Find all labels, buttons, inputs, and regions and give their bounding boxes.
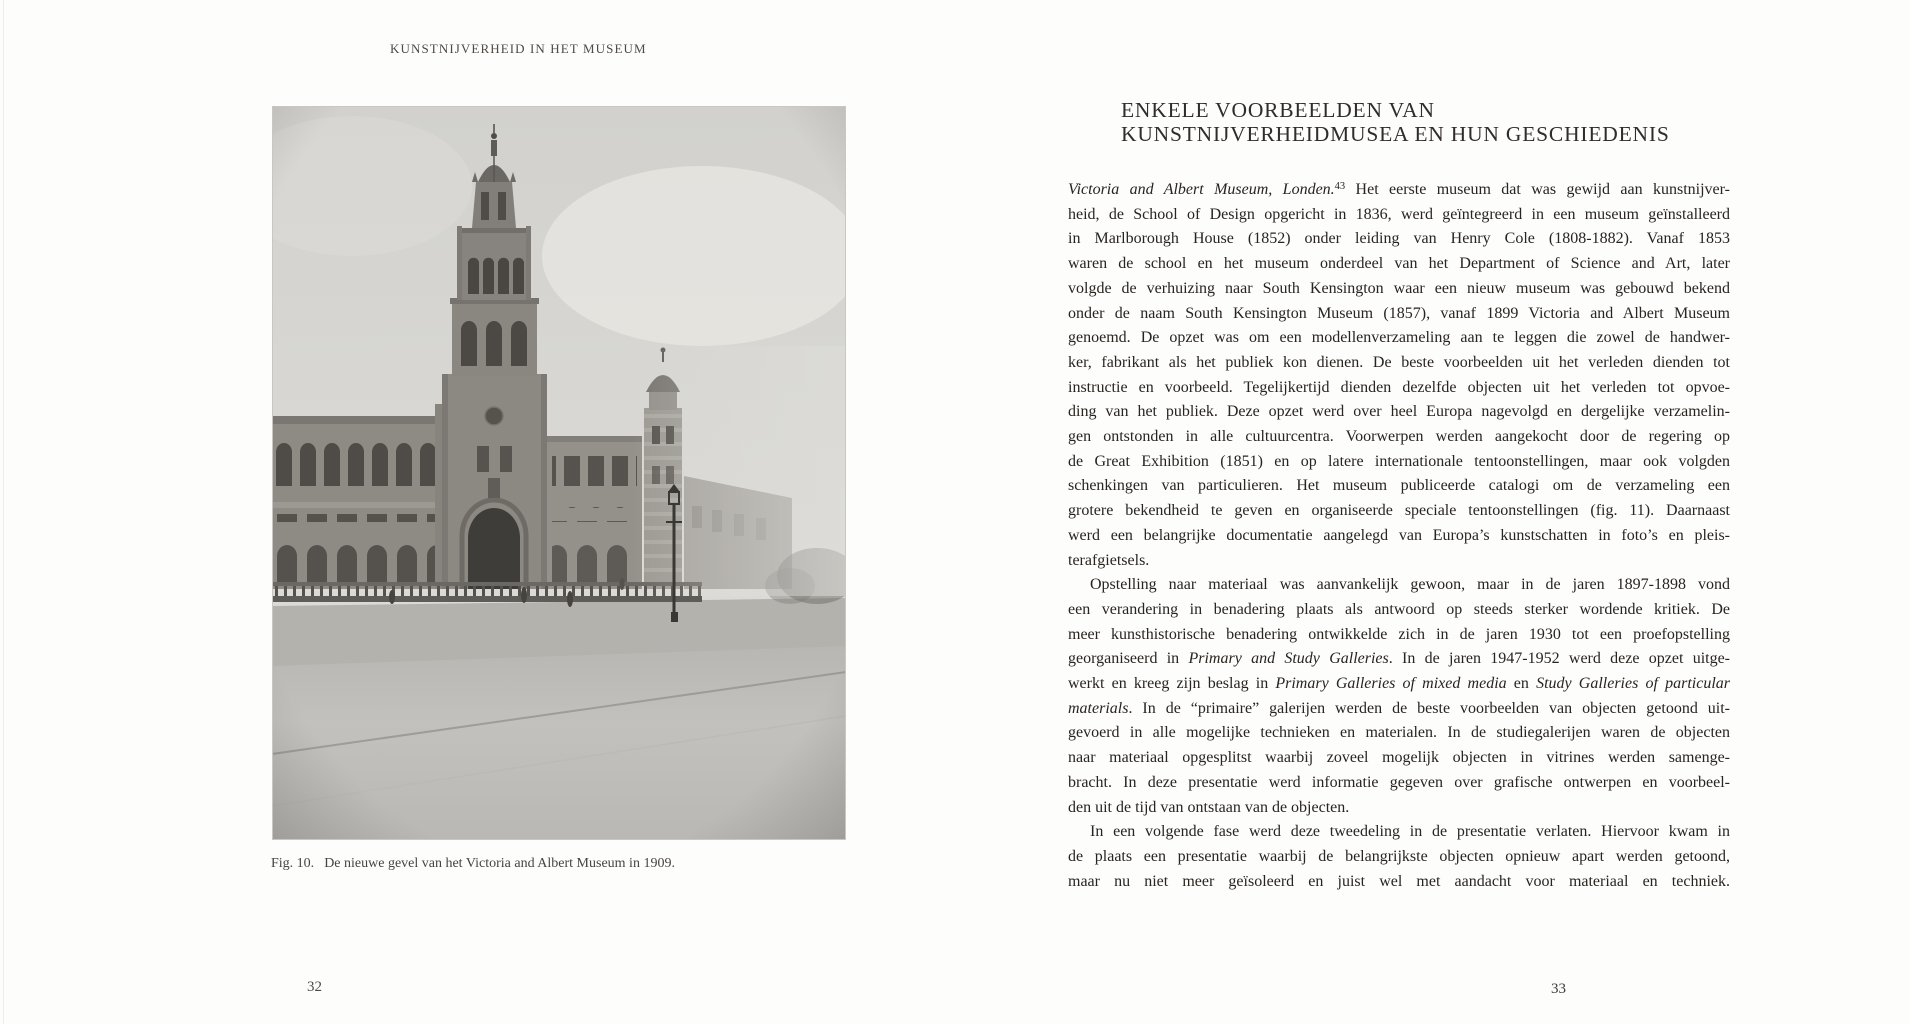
scan-edge-line	[3, 0, 4, 1024]
text-run: ding van het publiek. Deze opzet werd over heel Europa nagevolgd en dergelijke verzamelin-	[1068, 403, 1730, 421]
text-run: instructie en voorbeeld. Tegelijkertijd dienden dezelfde objecten uit het verleden tot opvoe-	[1068, 378, 1730, 396]
text-run: In een volgende fase werd deze tweedeling in de presentatie verlaten. Hiervoor kwam in	[1090, 823, 1730, 841]
text-run: werkt en kreeg zijn beslag in	[1068, 675, 1276, 693]
body-text-line	[1068, 672, 1730, 697]
text-run: Study Galleries of particular	[1536, 675, 1730, 693]
figure-caption	[271, 856, 831, 872]
text-run: gen ontstonden in alle cultuurcentra. Voorwerpen werden aangekocht door de regering op	[1068, 428, 1730, 446]
page-number-right: 33	[1551, 981, 1566, 997]
text-run: Victoria and Albert Museum, Londen.	[1068, 181, 1335, 198]
chapter-heading-line1: ENKELE VOORBEELDEN VAN	[1121, 98, 1435, 122]
body-text-line	[1068, 277, 1730, 302]
text-run: terafgietsels.	[1068, 551, 1150, 569]
chapter-heading-line2: KUNSTNIJVERHEIDMUSEA EN HUN GESCHIEDENIS	[1121, 121, 1670, 146]
body-text-line	[1068, 175, 1730, 203]
text-run: den uit de tijd van ontstaan van de objecten.	[1068, 798, 1350, 816]
body-text-line	[1068, 870, 1730, 895]
text-run: gevoerd in alle mogelijke technieken en materialen. In de studiegalerijen waren de objecten	[1068, 724, 1730, 742]
text-run: een verandering in benadering plaats als antwoord op steeds sterker wordende kritiek. De	[1068, 600, 1730, 618]
body-text-line	[1068, 549, 1730, 574]
body-text-line	[1068, 598, 1730, 623]
body-text-line	[1068, 623, 1730, 648]
body-text-line	[1068, 820, 1730, 845]
chapter-heading	[1121, 99, 1670, 146]
text-run: Het eerste museum dat was gewijd aan kunstnijver-	[1345, 181, 1730, 198]
body-text-line	[1068, 524, 1730, 549]
text-run: waren de school en het museum onderdeel van het Department of Science and Art, later	[1068, 255, 1730, 273]
body-text-line	[1068, 351, 1730, 376]
text-run: . In de “primaire” galerijen werden de beste voorbeelden van objecten getoond uit-	[1128, 699, 1730, 717]
text-run: bracht. In deze presentatie werd informatie gegeven over grafische ontwerpen en voorbeel-	[1068, 773, 1730, 791]
text-run: Opstelling naar materiaal was aanvankelijk gewoon, maar in de jaren 1897-1898 vond	[1090, 576, 1730, 594]
body-text-line	[1068, 203, 1730, 228]
photo-vignette	[272, 106, 846, 840]
figure-caption-label: Fig. 10.	[271, 856, 315, 871]
body-text-line	[1068, 499, 1730, 524]
text-run: Primary and Study Galleries	[1188, 650, 1389, 668]
footnote-reference: 43	[1334, 181, 1346, 192]
figure-caption-text: De nieuwe gevel van het Victoria and Albert Museum in 1909.	[324, 856, 675, 871]
text-run: grotere bekendheid te geven en organiseerde speciale tentoonstellingen (fig. 11). Daarnaast	[1068, 502, 1730, 520]
text-run: genoemd. De opzet was om een modellenverzameling aan te leggen die zowel de handwer-	[1068, 329, 1730, 347]
body-text-line	[1068, 400, 1730, 425]
body-text-line	[1068, 474, 1730, 499]
text-run: materials	[1068, 699, 1129, 717]
text-run: maar nu niet meer geïsoleerd en juist wel met aandacht voor materiaal en techniek.	[1068, 872, 1730, 890]
text-run: naar materiaal opgesplitst waarbij zoveel mogelijk objecten in vitrines werden samenge-	[1068, 749, 1730, 767]
paragraph	[1068, 175, 1730, 573]
paragraph	[1068, 820, 1730, 894]
body-text	[1068, 175, 1730, 894]
page-number-left: 32	[307, 979, 322, 995]
text-run: volgde de verhuizing naar South Kensington waar een nieuw museum was gebouwd bekend	[1068, 279, 1730, 297]
text-run: meer kunsthistorische benadering ontwikkelde zich in de jaren 1930 tot een proefopstelling	[1068, 625, 1730, 643]
text-run: Primary Galleries of mixed media	[1275, 675, 1507, 693]
body-text-line	[1068, 796, 1730, 821]
text-run: in Marlborough House (1852) onder leiding van Henry Cole (1808-1882). Vanaf 1853	[1068, 230, 1730, 248]
body-text-line	[1068, 227, 1730, 252]
text-run: de Great Exhibition (1851) en op latere internationale tentoonstellingen, maar ook volgden	[1068, 452, 1730, 470]
body-text-line	[1068, 326, 1730, 351]
text-run: werd een belangrijke documentatie aangelegd van Europa’s kunstschatten in foto’s en pleis-	[1068, 526, 1730, 544]
body-text-line	[1068, 450, 1730, 475]
body-text-line	[1068, 647, 1730, 672]
body-text-line	[1068, 697, 1730, 722]
text-run: en	[1506, 675, 1537, 693]
text-run: heid, de School of Design opgericht in 1836, werd geïntegreerd in een museum geïnstalleerd	[1068, 205, 1730, 223]
text-run: georganiseerd in	[1068, 650, 1189, 668]
body-text-line	[1068, 721, 1730, 746]
body-text-line	[1068, 845, 1730, 870]
body-text-line	[1068, 746, 1730, 771]
text-run: . In de jaren 1947-1952 werd deze opzet uitge-	[1388, 650, 1731, 668]
body-text-line	[1068, 302, 1730, 327]
body-text-line	[1068, 771, 1730, 796]
text-run: de plaats een presentatie waarbij de belangrijkste objecten opnieuw apart werden getoond,	[1068, 847, 1730, 865]
body-text-line	[1068, 425, 1730, 450]
running-header: KUNSTNIJVERHEID IN HET MUSEUM	[390, 41, 647, 56]
body-text-line	[1068, 573, 1730, 598]
text-run: schenkingen van particulieren. Het museum publiceerde catalogi om de verzameling een	[1068, 477, 1730, 495]
victoria-and-albert-museum-photo	[272, 106, 846, 840]
text-run: ker, fabrikant als het publiek kon dienen. De beste voorbeelden uit het verleden dienden tot	[1068, 353, 1730, 371]
text-run: onder de naam South Kensington Museum (1857), vanaf 1899 Victoria and Albert Museum	[1068, 304, 1730, 322]
paragraph	[1068, 573, 1730, 820]
body-text-line	[1068, 376, 1730, 401]
body-text-line	[1068, 252, 1730, 277]
